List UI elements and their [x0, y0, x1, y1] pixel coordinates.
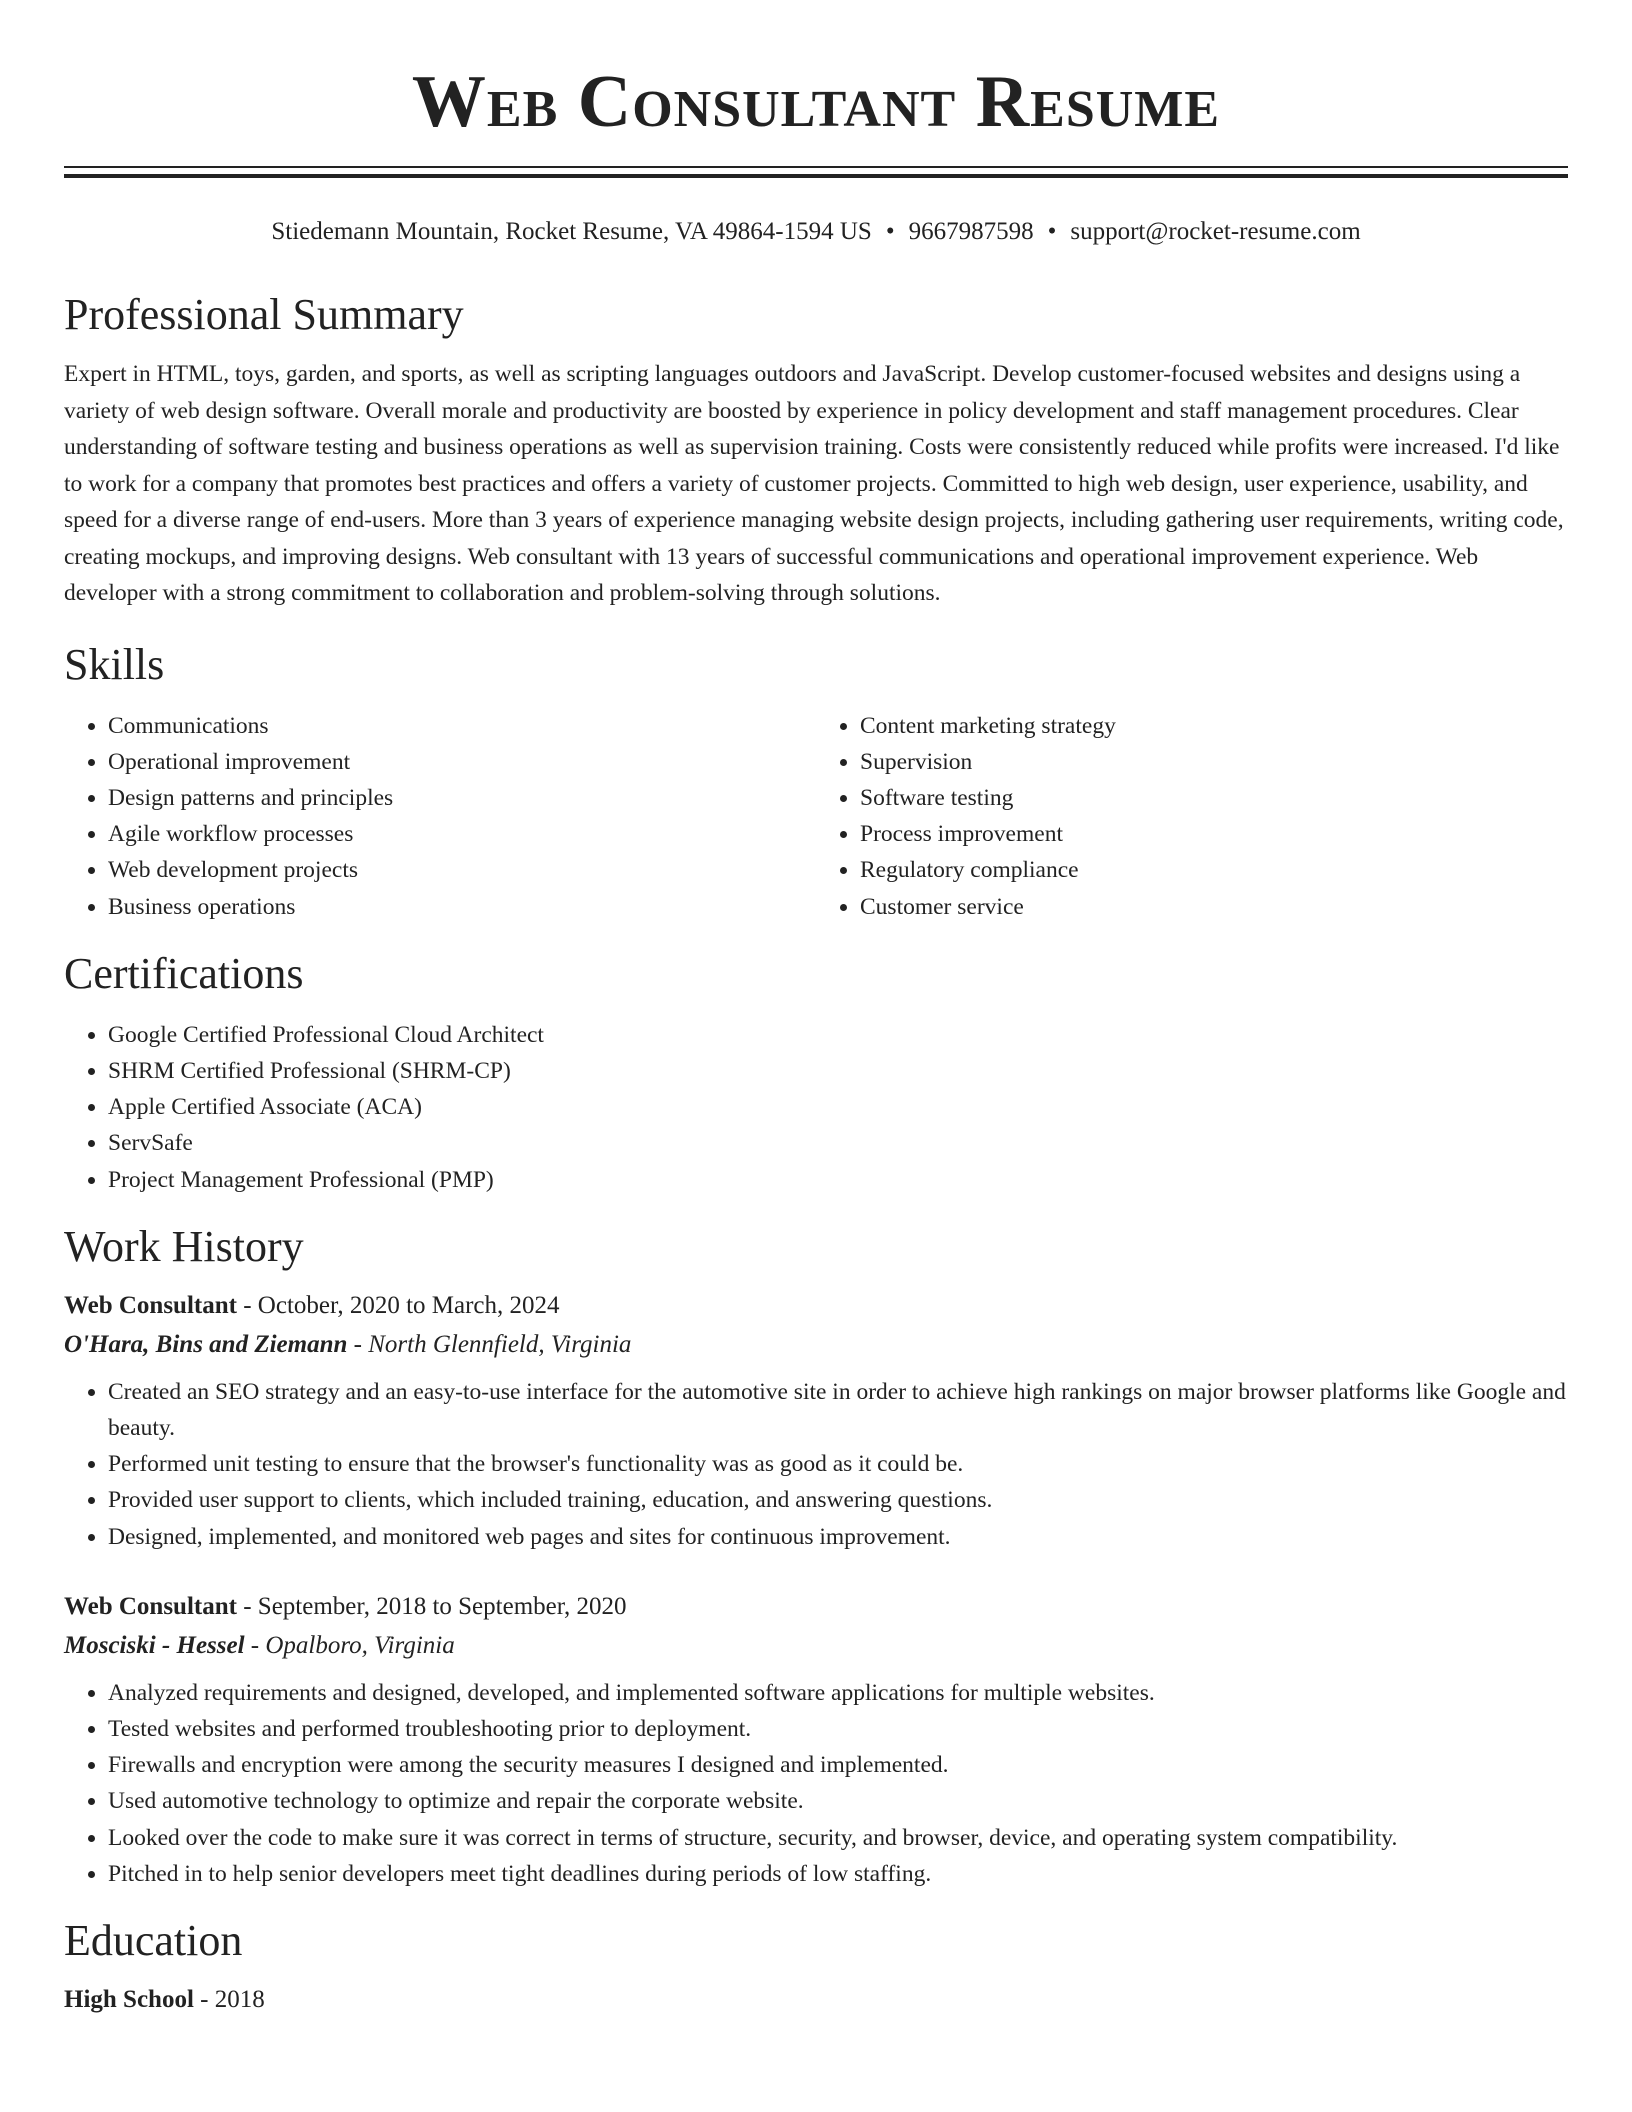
job-bullet: • Designed, implemented, and monitored web pages and sites for continuous improvement.	[108, 1519, 1568, 1555]
job-bullet: • Looked over the code to make sure it was correct in terms of structure, security, and browser, device, and operating system compatibility.	[108, 1820, 1568, 1856]
skill-item: • Web development projects	[108, 852, 816, 888]
skill-item: • Software testing	[860, 780, 1568, 816]
contact-phone: 9667987598	[908, 218, 1034, 245]
skill-item: • Business operations	[108, 889, 816, 925]
job-location: Opalboro, Virginia	[265, 1631, 455, 1659]
title-rule-thin	[64, 166, 1568, 168]
job-bullet: • Performed unit testing to ensure that the browser's functionality was as good as it could be.	[108, 1446, 1568, 1482]
job-entry	[64, 1286, 1568, 1555]
certifications-list	[64, 1017, 1568, 1198]
certification-item: • Project Management Professional (PMP)	[108, 1162, 1568, 1198]
skill-item: • Supervision	[860, 744, 1568, 780]
skills-heading: Skills	[64, 639, 165, 689]
title-rule-thick	[64, 174, 1568, 178]
skill-item: • Design patterns and principles	[108, 780, 816, 816]
skill-item: • Content marketing strategy	[860, 708, 1568, 744]
contact-separator: •	[1047, 218, 1057, 245]
job-bullet: • Firewalls and encryption were among the security measures I designed and implemented.	[108, 1747, 1568, 1783]
job-bullet: • Tested websites and performed troubleshooting prior to deployment.	[108, 1711, 1568, 1747]
education-degree: High School	[64, 1985, 194, 2013]
summary-text: Expert in HTML, toys, garden, and sports, as well as scripting languages outdoors and JavaScript. Develop customer-focused websites and designs using a variety of web design software. Overall morale and productivity are boosted by experience in policy development and staff management procedures. Clear understanding of software testing and business operations as well as supervision training. Costs were consistently reduced while profits were increased. I'd like to work for a company that promotes best practices and offers a variety of customer projects. Committed to high web design, user experience, usability, and speed for a diverse range of end-users. More than 3 years of experience managing website design projects, including gathering user requirements, writing code, creating mockups, and improving designs. Web consultant with 13 years of successful communications and operational improvement experience. Web developer with a strong commitment to collaboration and problem-solving through solutions.	[64, 361, 1564, 606]
job-bullet: • Used automotive technology to optimize and repair the corporate website.	[108, 1783, 1568, 1819]
skill-item: • Agile workflow processes	[108, 816, 816, 852]
skill-item: • Communications	[108, 708, 816, 744]
job-dates: October, 2020 to March, 2024	[257, 1291, 560, 1319]
job-dates: September, 2018 to September, 2020	[257, 1592, 627, 1620]
certification-item: • Apple Certified Associate (ACA)	[108, 1089, 1568, 1125]
education-year: 2018	[214, 1985, 265, 2013]
resume-title: Web Consultant Resume	[411, 61, 1221, 143]
job-company: O'Hara, Bins and Ziemann	[64, 1330, 348, 1358]
job-entry	[64, 1587, 1568, 1892]
skill-item: • Customer service	[860, 889, 1568, 925]
job-bullet: • Analyzed requirements and designed, developed, and implemented software applications for multiple websites.	[108, 1675, 1568, 1711]
education-entry: High School - 2018	[64, 1985, 265, 2013]
job-bullet: • Provided user support to clients, which included training, education, and answering questions.	[108, 1482, 1568, 1518]
certification-item: • SHRM Certified Professional (SHRM-CP)	[108, 1053, 1568, 1089]
job-title-line: Web Consultant - October, 2020 to March, 2024	[64, 1291, 560, 1319]
skills-columns	[64, 708, 1568, 925]
job-bullets	[64, 1374, 1568, 1555]
skills-list-left	[64, 708, 816, 925]
job-title: Web Consultant	[64, 1291, 237, 1319]
job-company-line: O'Hara, Bins and Ziemann - North Glennfield, Virginia	[64, 1330, 632, 1358]
job-title: Web Consultant	[64, 1592, 237, 1620]
certifications-heading: Certifications	[64, 948, 304, 998]
skills-list-right	[816, 708, 1568, 925]
job-title-line: Web Consultant - September, 2018 to September, 2020	[64, 1592, 627, 1620]
title-divider	[64, 166, 1568, 178]
job-bullet: • Pitched in to help senior developers meet tight deadlines during periods of low staffing.	[108, 1856, 1568, 1892]
contact-email: support@rocket-resume.com	[1070, 218, 1361, 245]
contact-line	[64, 216, 1568, 248]
job-bullets	[64, 1675, 1568, 1892]
work-history-heading: Work History	[64, 1221, 304, 1271]
summary-heading: Professional Summary	[64, 290, 464, 339]
contact-address: Stiedemann Mountain, Rocket Resume, VA 49864-1594 US	[271, 218, 872, 245]
certification-item: • Google Certified Professional Cloud Architect	[108, 1017, 1568, 1053]
job-bullet: • Created an SEO strategy and an easy-to-use interface for the automotive site in order to achieve high rankings on major browser platforms like Google and beauty.	[108, 1374, 1568, 1446]
skill-item: • Process improvement	[860, 816, 1568, 852]
skill-item: • Regulatory compliance	[860, 852, 1568, 888]
job-location: North Glennfield, Virginia	[368, 1330, 632, 1358]
job-company-line: Mosciski - Hessel - Opalboro, Virginia	[64, 1631, 455, 1659]
job-company: Mosciski - Hessel	[64, 1631, 245, 1659]
contact-separator: •	[885, 218, 895, 245]
skill-item: • Operational improvement	[108, 744, 816, 780]
education-heading: Education	[64, 1915, 243, 1965]
certification-item: • ServSafe	[108, 1125, 1568, 1161]
